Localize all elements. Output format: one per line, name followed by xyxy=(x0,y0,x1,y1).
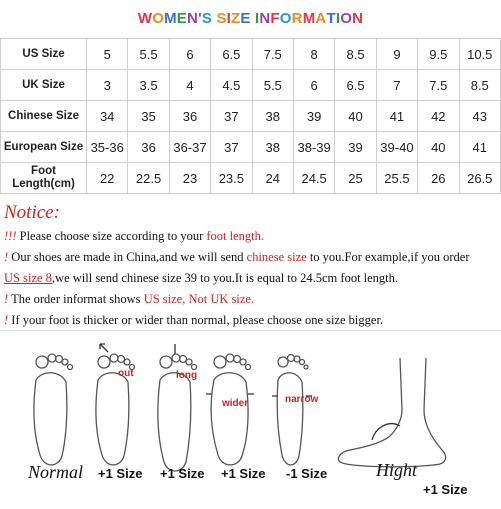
long-foot-icon xyxy=(158,344,197,471)
table-cell: 26 xyxy=(418,163,459,194)
notice-line-2: ! Our shoes are made in China,and we will send chinese size to you.For example,if you order xyxy=(4,250,470,264)
table-cell: 8.5 xyxy=(459,70,500,101)
table-cell: 5.5 xyxy=(252,70,293,101)
table-cell: 24 xyxy=(252,163,293,194)
table-cell: 6 xyxy=(293,70,334,101)
label-narrow: narrow xyxy=(285,394,319,405)
caption-hight: Hight xyxy=(376,460,418,480)
table-cell: 8.5 xyxy=(335,39,376,70)
caption-long: +1 Size xyxy=(160,466,205,481)
table-cell: 7.5 xyxy=(418,70,459,101)
table-cell: 36 xyxy=(128,132,169,163)
caption-out: +1 Size xyxy=(98,466,143,481)
title-letter: I xyxy=(226,10,232,27)
page-title xyxy=(0,8,501,30)
row-header: US Size xyxy=(1,39,87,70)
notice-line-5: ! If your foot is thicker or wider than normal, please choose one size bigger. xyxy=(4,313,384,327)
table-cell: 5 xyxy=(87,39,128,70)
caption-normal: Normal xyxy=(28,462,84,482)
title-letter: W xyxy=(137,10,153,27)
narrow-foot-icon xyxy=(272,355,312,465)
title-letter: N xyxy=(352,10,364,27)
caption-high: +1 Size xyxy=(423,482,468,497)
table-cell: 39 xyxy=(293,101,334,132)
title-letter: O xyxy=(340,10,353,27)
title-letter: I xyxy=(255,10,260,27)
label-long: long xyxy=(176,370,198,381)
table-cell: 40 xyxy=(335,101,376,132)
table-cell: 36-37 xyxy=(169,132,210,163)
row-header: Foot Length(cm) xyxy=(1,163,87,194)
title-letter: ' xyxy=(198,10,202,27)
table-cell: 3 xyxy=(87,70,128,101)
table-cell: 38 xyxy=(252,101,293,132)
table-cell: 39-40 xyxy=(376,132,417,163)
title-letter: F xyxy=(270,10,280,27)
notice-line-4: ! The order informat shows US size, Not UK size. xyxy=(4,292,255,306)
table-cell: 41 xyxy=(376,101,417,132)
title-letter: T xyxy=(326,10,336,27)
highlight-text: US size, Not UK size. xyxy=(143,292,255,306)
table-cell: 9 xyxy=(376,39,417,70)
table-cell: 3.5 xyxy=(128,70,169,101)
table-row xyxy=(1,70,501,101)
label-wider: wider xyxy=(222,398,249,409)
wide-foot-icon xyxy=(206,354,254,465)
label-out: out xyxy=(118,368,134,379)
table-cell: 43 xyxy=(459,101,500,132)
table-row xyxy=(1,163,501,194)
table-cell: 22.5 xyxy=(128,163,169,194)
highlight-text: US size 8 xyxy=(4,271,52,285)
size-table xyxy=(0,38,501,194)
table-cell: 38 xyxy=(252,132,293,163)
table-cell: 38-39 xyxy=(293,132,334,163)
table-cell: 37 xyxy=(211,101,252,132)
table-cell: 23 xyxy=(169,163,210,194)
title-letter: M xyxy=(164,10,177,27)
table-cell: 8 xyxy=(293,39,334,70)
table-cell: 10.5 xyxy=(459,39,500,70)
table-cell: 6.5 xyxy=(335,70,376,101)
table-cell: 25 xyxy=(335,163,376,194)
exclaim-mark: ! xyxy=(4,250,9,264)
table-cell: 24.5 xyxy=(293,163,334,194)
title-letter: S xyxy=(201,10,213,27)
notice-line-3: US size 8,we will send chinese size 39 to you.It is equal to 24.5cm foot length. xyxy=(4,271,399,285)
highlight-text: foot length. xyxy=(206,229,265,243)
notice-section xyxy=(4,202,501,331)
table-row xyxy=(1,39,501,70)
table-cell: 25.5 xyxy=(376,163,417,194)
table-cell: 37 xyxy=(211,132,252,163)
table-cell: 36 xyxy=(169,101,210,132)
title-letter: M xyxy=(302,10,316,27)
table-cell: 34 xyxy=(87,101,128,132)
table-cell: 7.5 xyxy=(252,39,293,70)
title-letter: O xyxy=(152,10,165,27)
foot-type-illustration xyxy=(0,340,501,504)
high-instep-foot-icon xyxy=(338,358,445,467)
title-letter: Z xyxy=(231,10,241,27)
table-cell: 4.5 xyxy=(211,70,252,101)
table-row xyxy=(1,132,501,163)
table-cell: 23.5 xyxy=(211,163,252,194)
title-letter: E xyxy=(240,10,251,27)
title-letter: N xyxy=(187,10,199,27)
title-letter: S xyxy=(216,10,227,27)
title-letter: I xyxy=(335,10,341,27)
table-cell: 39 xyxy=(335,132,376,163)
caption-narrow: -1 Size xyxy=(286,466,328,481)
title-letter: N xyxy=(259,10,271,27)
table-row xyxy=(1,101,501,132)
title-letter: R xyxy=(291,10,303,27)
title-letter: O xyxy=(279,10,292,27)
table-cell: 35-36 xyxy=(87,132,128,163)
title-letter: A xyxy=(315,10,327,27)
table-cell: 35 xyxy=(128,101,169,132)
table-cell: 9.5 xyxy=(418,39,459,70)
table-cell: 7 xyxy=(376,70,417,101)
caption-wider: +1 Size xyxy=(221,466,266,481)
table-cell: 40 xyxy=(418,132,459,163)
table-cell: 5.5 xyxy=(128,39,169,70)
table-cell: 6.5 xyxy=(211,39,252,70)
exclaim-mark: ! xyxy=(4,292,9,306)
wide-toe-foot-icon xyxy=(96,344,135,465)
table-cell: 41 xyxy=(459,132,500,163)
row-header: European Size xyxy=(1,132,87,163)
table-cell: 6 xyxy=(169,39,210,70)
table-cell: 26.5 xyxy=(459,163,500,194)
title-letter: E xyxy=(176,10,188,27)
notice-line-1: !!! Please choose size according to your foot length. xyxy=(4,229,265,243)
exclaim-mark: !!! xyxy=(4,229,17,243)
divider xyxy=(0,330,501,331)
table-cell: 42 xyxy=(418,101,459,132)
table-cell: 22 xyxy=(87,163,128,194)
notice-title: Notice: xyxy=(4,202,60,223)
row-header: UK Size xyxy=(1,70,87,101)
table-cell: 4 xyxy=(169,70,210,101)
highlight-text: chinese size xyxy=(246,250,307,264)
exclaim-mark: ! xyxy=(4,313,9,327)
row-header: Chinese Size xyxy=(1,101,87,132)
normal-foot-icon xyxy=(34,354,73,465)
